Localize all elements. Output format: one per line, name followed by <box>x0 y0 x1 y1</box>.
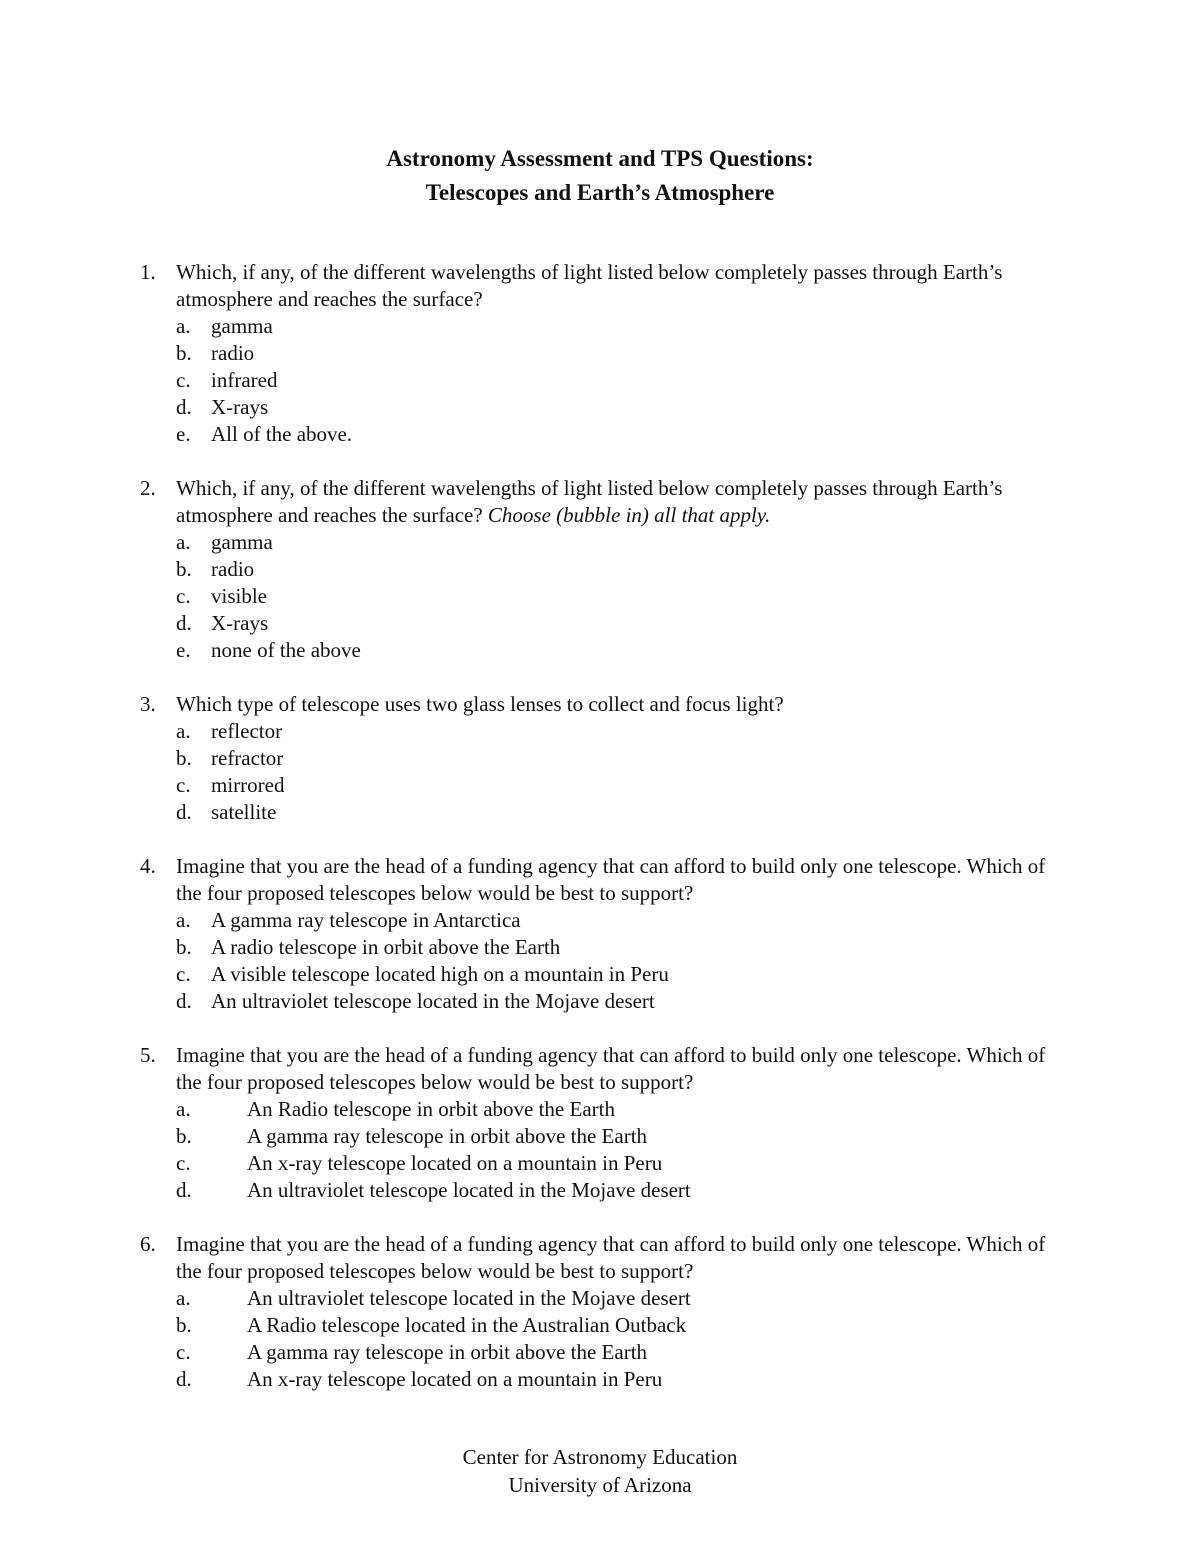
option-list <box>0 529 1200 664</box>
option-letter: d. <box>176 1178 192 1202</box>
option-letter: b. <box>176 341 192 365</box>
option-letter: d. <box>176 1367 192 1391</box>
option-text: An x-ray telescope located on a mountain in Peru <box>247 1367 663 1391</box>
option-b <box>0 340 1200 367</box>
question-text <box>176 853 1076 907</box>
option-text: An ultraviolet telescope located in the Mojave desert <box>247 1178 691 1202</box>
option-b <box>0 1312 1200 1339</box>
option-letter: b. <box>176 557 192 581</box>
question-text <box>176 475 1076 529</box>
option-letter: b. <box>176 1124 192 1148</box>
option-letter: a. <box>176 314 191 338</box>
question-number: 5. <box>140 1043 156 1067</box>
option-text: none of the above <box>211 638 361 662</box>
option-e <box>0 637 1200 664</box>
question-text <box>176 691 1076 718</box>
option-letter: c. <box>176 1151 191 1175</box>
option-list <box>0 313 1200 448</box>
option-list <box>0 1285 1200 1393</box>
option-letter: b. <box>176 746 192 770</box>
question-list <box>0 259 1200 1420</box>
option-text: X-rays <box>211 395 269 419</box>
option-a <box>0 1096 1200 1123</box>
option-letter: b. <box>176 1313 192 1337</box>
option-letter: c. <box>176 368 191 392</box>
question-stem: Which type of telescope uses two glass lenses to collect and focus light? <box>176 692 784 716</box>
option-a <box>0 313 1200 340</box>
option-letter: e. <box>176 422 191 446</box>
question-stem: Imagine that you are the head of a funding agency that can afford to build only one telescope. Which of the four proposed telescopes below would be best to support? <box>176 854 1046 905</box>
option-text: radio <box>211 557 255 581</box>
question-number: 4. <box>140 854 156 878</box>
option-letter: e. <box>176 638 191 662</box>
option-text: mirrored <box>211 773 285 797</box>
option-text: radio <box>211 341 255 365</box>
option-text: An Radio telescope in orbit above the Earth <box>247 1097 615 1121</box>
question-number: 3. <box>140 692 156 716</box>
question-4 <box>0 853 1200 1015</box>
option-text: A Radio telescope located in the Australian Outback <box>247 1313 687 1337</box>
option-c <box>0 1150 1200 1177</box>
option-letter: b. <box>176 935 192 959</box>
option-a <box>0 529 1200 556</box>
option-d <box>0 799 1200 826</box>
document-footer <box>0 1443 1200 1499</box>
question-5 <box>0 1042 1200 1204</box>
option-b <box>0 745 1200 772</box>
option-letter: c. <box>176 773 191 797</box>
question-6 <box>0 1231 1200 1393</box>
option-text: refractor <box>211 746 284 770</box>
option-list <box>0 718 1200 826</box>
option-letter: a. <box>176 908 191 932</box>
option-letter: d. <box>176 989 192 1013</box>
question-text <box>176 1231 1076 1285</box>
option-letter: c. <box>176 1340 191 1364</box>
option-c <box>0 367 1200 394</box>
option-text: An x-ray telescope located on a mountain in Peru <box>247 1151 663 1175</box>
option-c <box>0 1339 1200 1366</box>
question-stem: Imagine that you are the head of a funding agency that can afford to build only one telescope. Which of the four proposed telescopes below would be best to support? <box>176 1232 1046 1283</box>
option-text: gamma <box>211 530 273 554</box>
document-title <box>0 142 1200 210</box>
option-a <box>0 907 1200 934</box>
question-number: 6. <box>140 1232 156 1256</box>
option-letter: a. <box>176 719 191 743</box>
option-d <box>0 394 1200 421</box>
option-a <box>0 718 1200 745</box>
question-number: 1. <box>140 260 156 284</box>
option-text: reflector <box>211 719 283 743</box>
question-1 <box>0 259 1200 448</box>
option-d <box>0 610 1200 637</box>
option-text: infrared <box>211 368 278 392</box>
footer-organization: Center for Astronomy Education <box>462 1445 738 1469</box>
option-text: visible <box>211 584 267 608</box>
option-letter: c. <box>176 584 191 608</box>
option-letter: d. <box>176 800 192 824</box>
option-letter: c. <box>176 962 191 986</box>
option-c <box>0 772 1200 799</box>
option-c <box>0 961 1200 988</box>
option-d <box>0 1177 1200 1204</box>
option-letter: a. <box>176 530 191 554</box>
option-letter: d. <box>176 611 192 635</box>
option-text: An ultraviolet telescope located in the Mojave desert <box>247 1286 691 1310</box>
option-c <box>0 583 1200 610</box>
option-letter: d. <box>176 395 192 419</box>
option-text: A radio telescope in orbit above the Earth <box>211 935 561 959</box>
option-text: A gamma ray telescope in orbit above the Earth <box>247 1124 648 1148</box>
option-a <box>0 1285 1200 1312</box>
option-text: All of the above. <box>211 422 353 446</box>
question-stem: Imagine that you are the head of a funding agency that can afford to build only one telescope. Which of the four proposed telescopes below would be best to support? <box>176 1043 1046 1094</box>
title-line-2: Telescopes and Earth’s Atmosphere <box>425 180 775 205</box>
option-letter: a. <box>176 1097 191 1121</box>
question-text <box>176 1042 1076 1096</box>
question-2 <box>0 475 1200 664</box>
option-text: X-rays <box>211 611 269 635</box>
option-text: A gamma ray telescope in orbit above the Earth <box>247 1340 648 1364</box>
option-letter: a. <box>176 1286 191 1310</box>
footer-university: University of Arizona <box>508 1473 692 1497</box>
option-text: satellite <box>211 800 277 824</box>
option-text: An ultraviolet telescope located in the Mojave desert <box>211 989 655 1013</box>
question-stem: Which, if any, of the different wavelengths of light listed below completely passes through Earth’s atmosphere and reaches the surface? <box>176 476 1003 527</box>
option-list <box>0 1096 1200 1204</box>
title-line-1: Astronomy Assessment and TPS Questions: <box>386 146 814 171</box>
question-stem: Which, if any, of the different wavelengths of light listed below completely passes through Earth’s atmosphere and reaches the surface? <box>176 260 1003 311</box>
option-text: gamma <box>211 314 273 338</box>
option-b <box>0 556 1200 583</box>
option-e <box>0 421 1200 448</box>
option-text: A visible telescope located high on a mountain in Peru <box>211 962 669 986</box>
question-number: 2. <box>140 476 156 500</box>
option-d <box>0 988 1200 1015</box>
option-b <box>0 1123 1200 1150</box>
question-3 <box>0 691 1200 826</box>
question-text <box>176 259 1076 313</box>
option-list <box>0 907 1200 1015</box>
question-instruction: Choose (bubble in) all that apply. <box>487 503 771 527</box>
option-text: A gamma ray telescope in Antarctica <box>211 908 521 932</box>
option-b <box>0 934 1200 961</box>
option-d <box>0 1366 1200 1393</box>
